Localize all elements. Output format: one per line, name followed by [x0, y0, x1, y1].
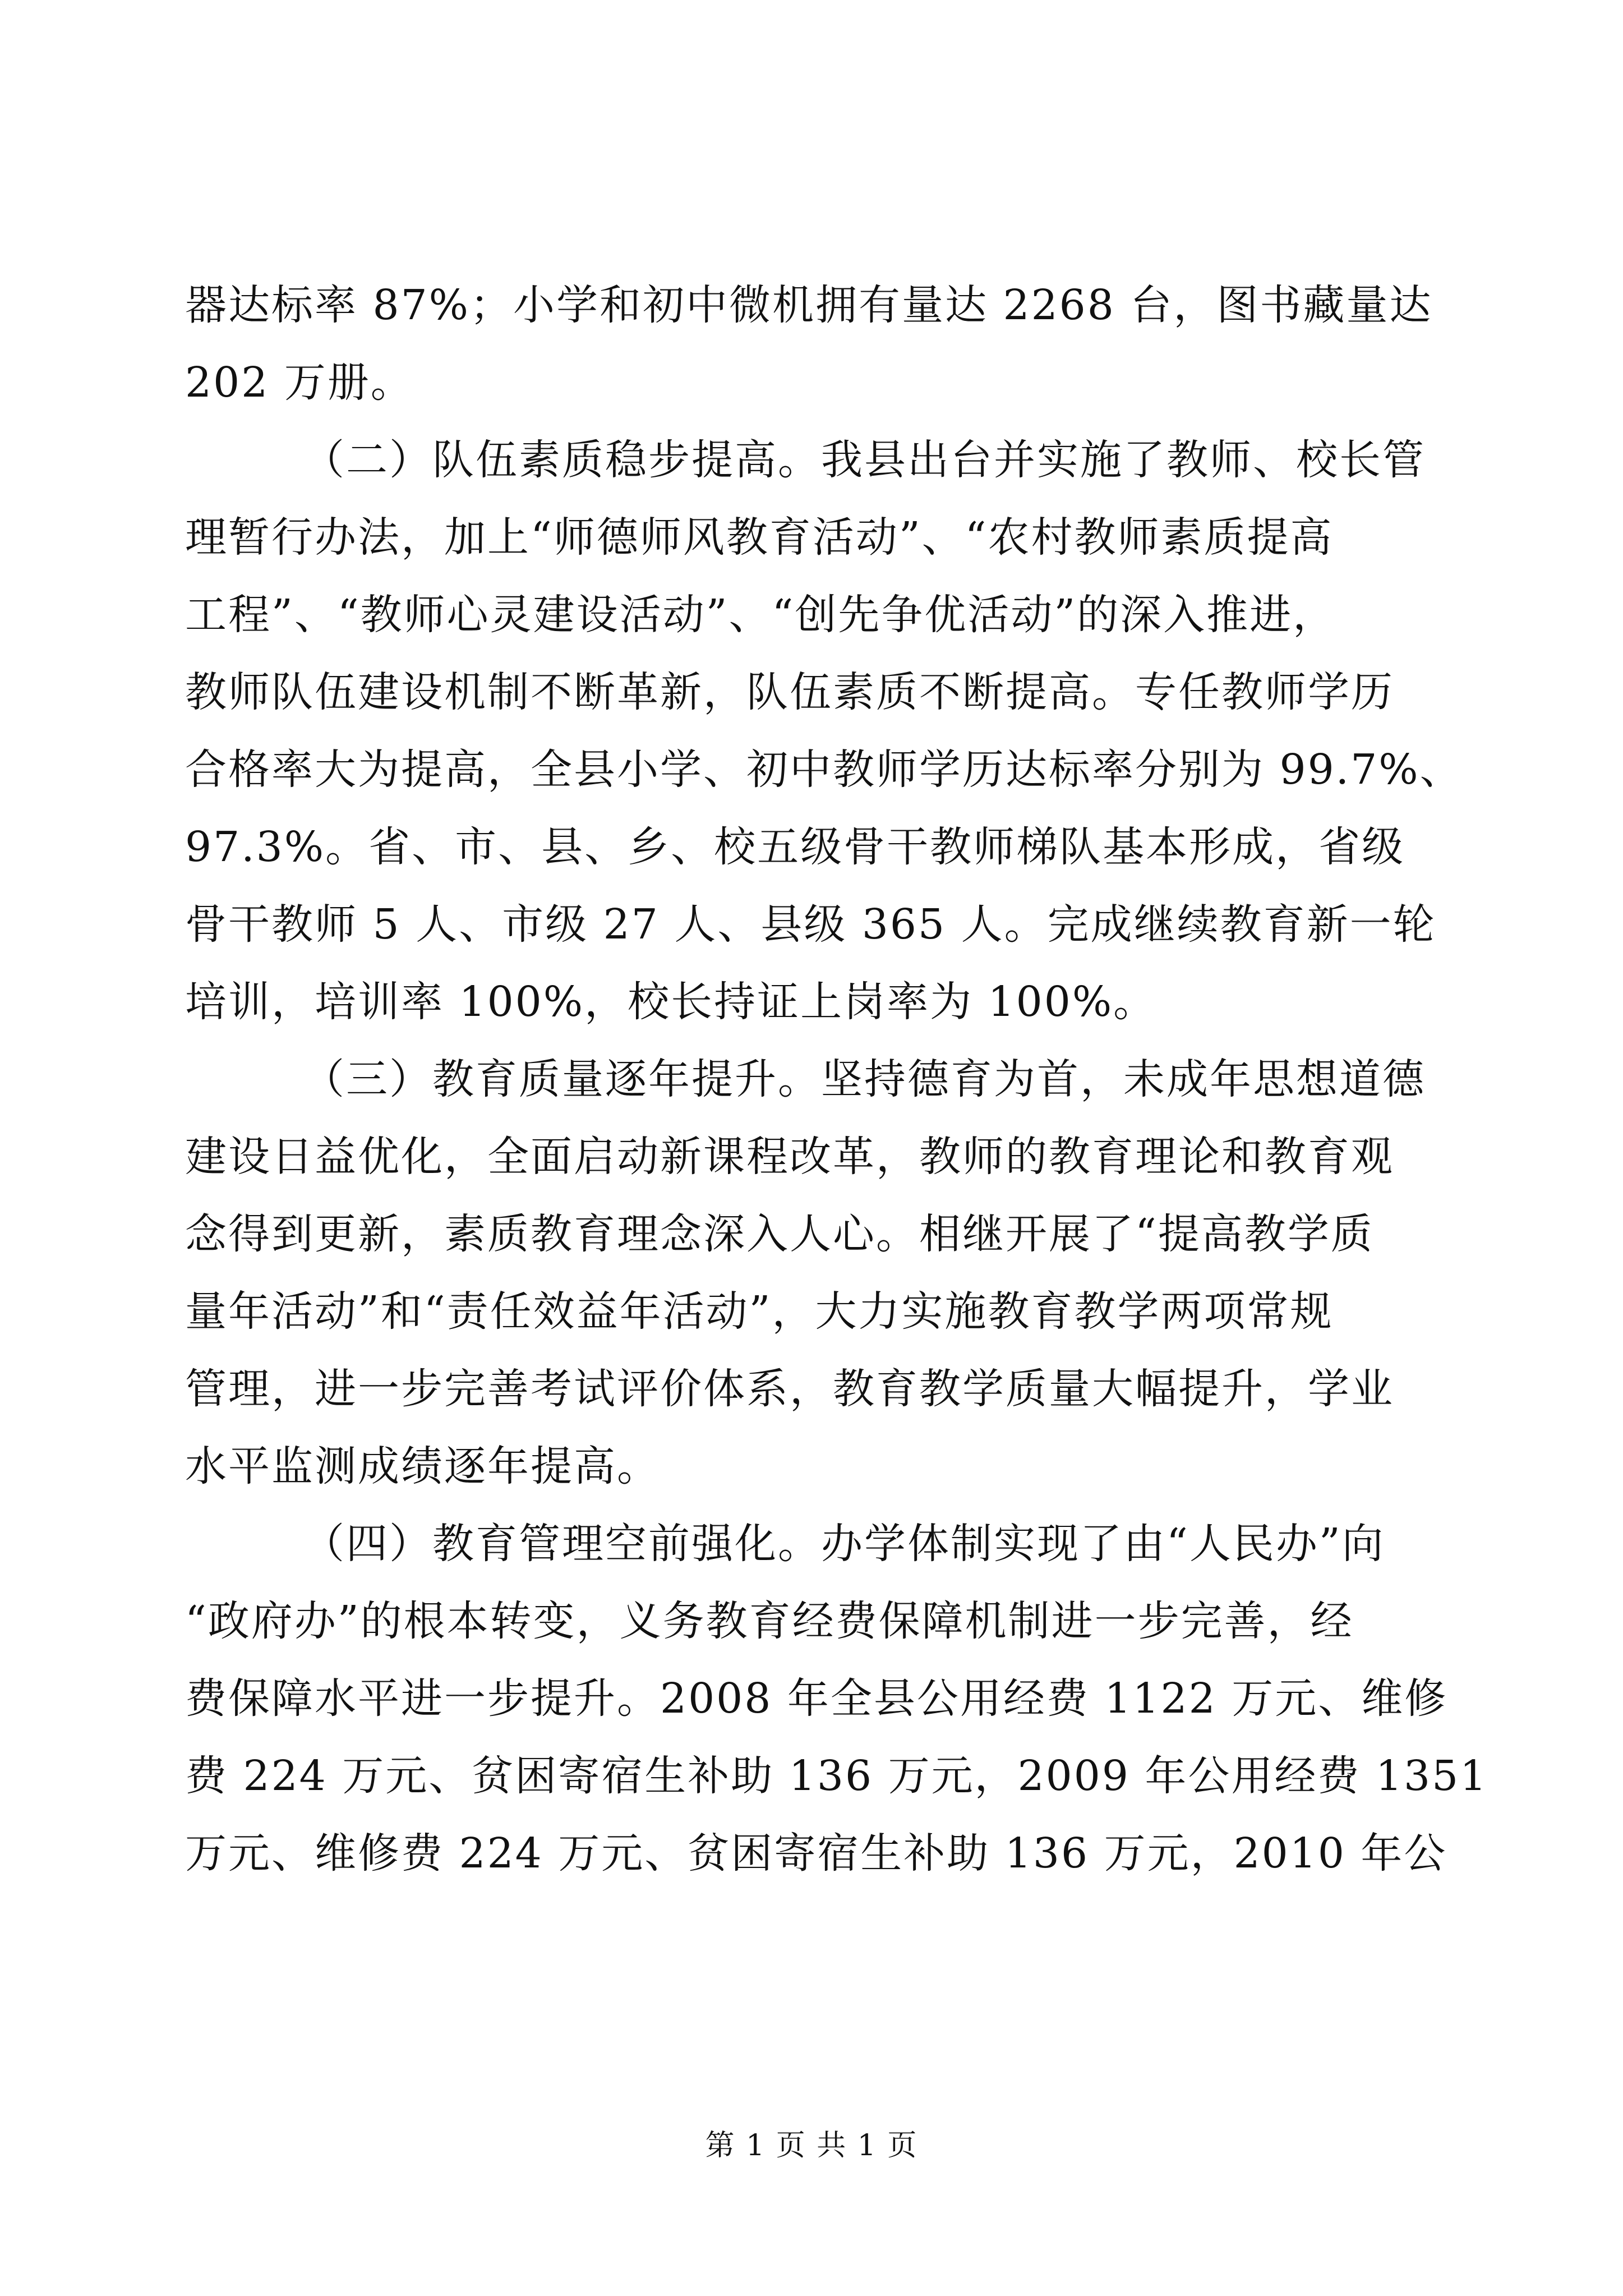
body-line: 量年活动”和“责任效益年活动”，大力实施教育教学两项常规 — [185, 1287, 1334, 1336]
document-body — [185, 266, 1488, 1892]
body-line: 培训，培训率 100%，校长持证上岗率为 100%。 — [185, 978, 1157, 1026]
body-line: 建设日益优化，全面启动新课程改革，教师的教育理论和教育观 — [185, 1133, 1394, 1181]
body-line: 念得到更新，素质教育理念深入人心。相继开展了“提高教学质 — [185, 1210, 1374, 1258]
paragraph-start-line: （四）教育管理空前强化。办学体制实现了由“人民办”向 — [303, 1520, 1385, 1568]
body-line: 费保障水平进一步提升。2008 年全县公用经费 1122 万元、维修 — [185, 1674, 1448, 1723]
body-line: 骨干教师 5 人、市级 27 人、县级 365 人。完成继续教育新一轮 — [185, 900, 1436, 949]
body-line: 管理，进一步完善考试评价体系，教育教学质量大幅提升，学业 — [185, 1365, 1394, 1413]
body-line: 费 224 万元、贫困寄宿生补助 136 万元，2009 年公用经费 1351 — [185, 1752, 1488, 1800]
body-line: 97.3%。省、市、县、乡、校五级骨干教师梯队基本形成，省级 — [185, 823, 1405, 871]
body-line: 合格率大为提高，全县小学、初中教师学历达标率分别为 99.7%、 — [185, 746, 1463, 794]
body-line: 水平监测成绩逐年提高。 — [185, 1442, 660, 1490]
body-line: “政府办”的根本转变，义务教育经费保障机制进一步完善，经 — [185, 1597, 1354, 1645]
body-line: 理暂行办法，加上“师德师风教育活动”、“农村教师素质提高 — [185, 513, 1334, 562]
paragraph-start-line: （三）教育质量逐年提升。坚持德育为首，未成年思想道德 — [303, 1055, 1426, 1103]
page-footer — [0, 2126, 1623, 2165]
paragraph-start-line: （二）队伍素质稳步提高。我县出台并实施了教师、校长管 — [303, 436, 1426, 484]
page-number-label: 第 1 页 共 1 页 — [705, 2129, 918, 2162]
body-line: 教师队伍建设机制不断革新，队伍素质不断提高。专任教师学历 — [185, 668, 1394, 716]
body-line: 工程”、“教师心灵建设活动”、“创先争优活动”的深入推进， — [185, 591, 1336, 639]
body-line: 器达标率 87%；小学和初中微机拥有量达 2268 台，图书藏量达 — [185, 281, 1433, 329]
body-line: 202 万册。 — [185, 358, 414, 407]
body-line: 万元、维修费 224 万元、贫困寄宿生补助 136 万元，2010 年公 — [185, 1829, 1447, 1878]
